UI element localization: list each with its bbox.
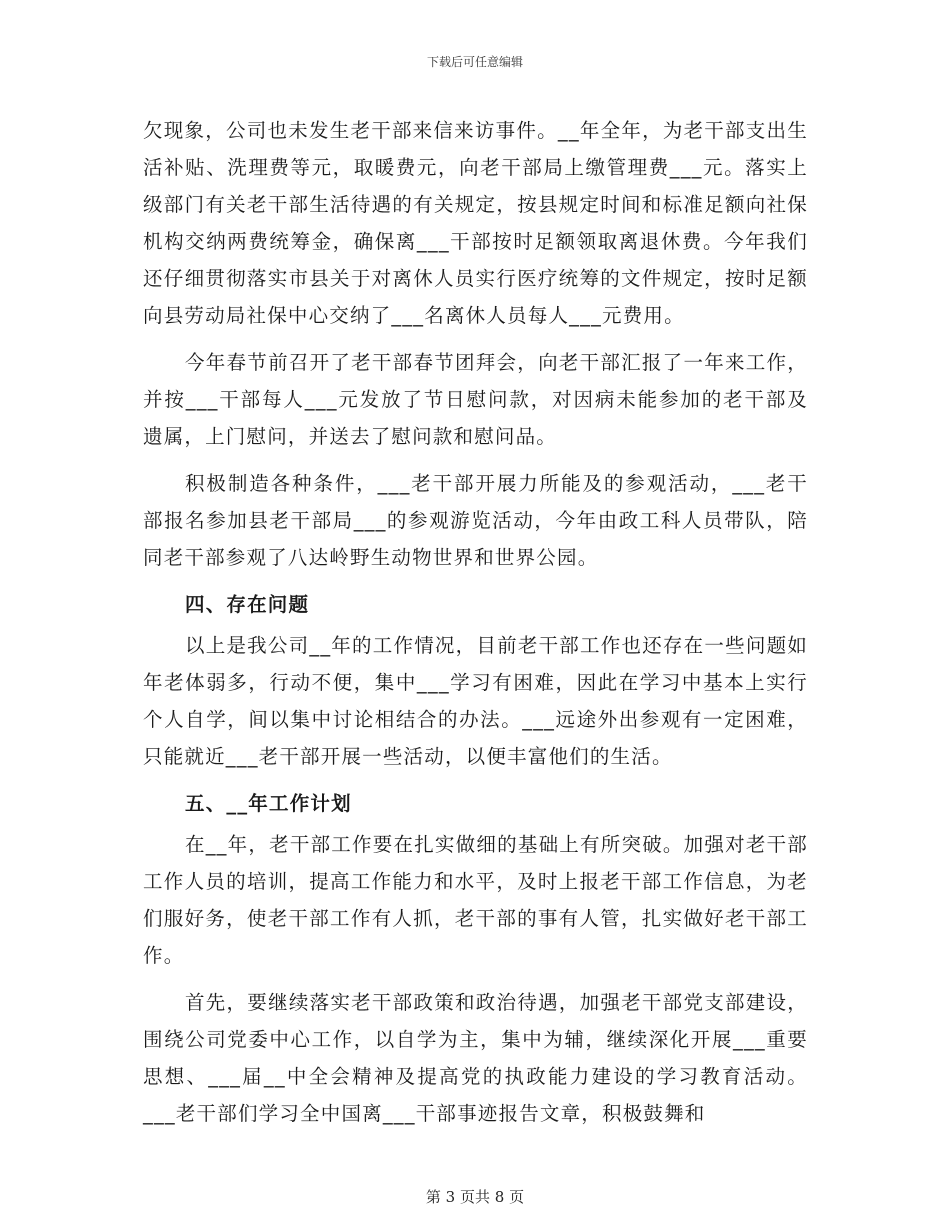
paragraph-problems: 以上是我公司__年的工作情况，目前老干部工作也还存在一些问题如年老体弱多，行动不便，集中___学习有困难，因此在学习中基本上实行个人自学，间以集中讨论相结合的办法。___远途外出参观有一定困难，只能就近___老干部开展一些活动，以便丰富他们的生活。	[143, 634, 808, 768]
paragraph-activities: 积极制造各种条件，___老干部开展力所能及的参观活动，___老干部报名参加县老干部局___的参观游览活动，今年由政工科人员带队，陪同老干部参观了八达岭野生动物世界和世界公园。	[143, 472, 808, 569]
page-footer: 第 3 页共 8 页	[425, 1188, 525, 1206]
paragraph-plan: 在__年，老干部工作要在扎实做细的基础上有所突破。加强对老干部工作人员的培训，提高工作能力和水平，及时上报老干部工作信息，为老们服好务，使老干部工作有人抓，老干部的事有人管，扎实做好老干部工作。	[143, 833, 808, 967]
section-heading-problems: 四、存在问题	[185, 593, 310, 616]
paragraph-spring-festival: 今年春节前召开了老干部春节团拜会，向老干部汇报了一年来工作，并按___干部每人___元发放了节日慰问款，对因病未能参加的老干部及遗属，上门慰问，并送去了慰问款和慰问品。	[143, 351, 808, 448]
paragraph-allowances: 欠现象，公司也未发生老干部来信来访事件。__年全年，为老干部支出生活补贴、洗理费等元，取暖费元，向老干部局上缴管理费___元。落实上级部门有关老干部生活待遇的有关规定，按县规定时间和标准足额向社保机构交纳两费统筹金，确保离___干部按时足额领取离退休费。今年我们还仔细贯彻落实市县关于对离休人员实行医疗统筹的文件规定，按时足额向县劳动局社保中心交纳了___名离休人员每人___元费用。	[143, 119, 808, 327]
page-header: 下载后可任意编辑	[426, 55, 523, 69]
paragraph-policy: 首先，要继续落实老干部政策和政治待遇，加强老干部党支部建设，围绕公司党委中心工作，以自学为主，集中为辅，继续深化开展___重要思想、___届__中全会精神及提高党的执政能力建设的学习教育活动。___老干部们学习全中国离___干部事迹报告文章，积极鼓舞和	[143, 991, 808, 1125]
section-heading-plan: 五、__年工作计划	[185, 792, 352, 815]
document-body	[143, 112, 808, 1142]
